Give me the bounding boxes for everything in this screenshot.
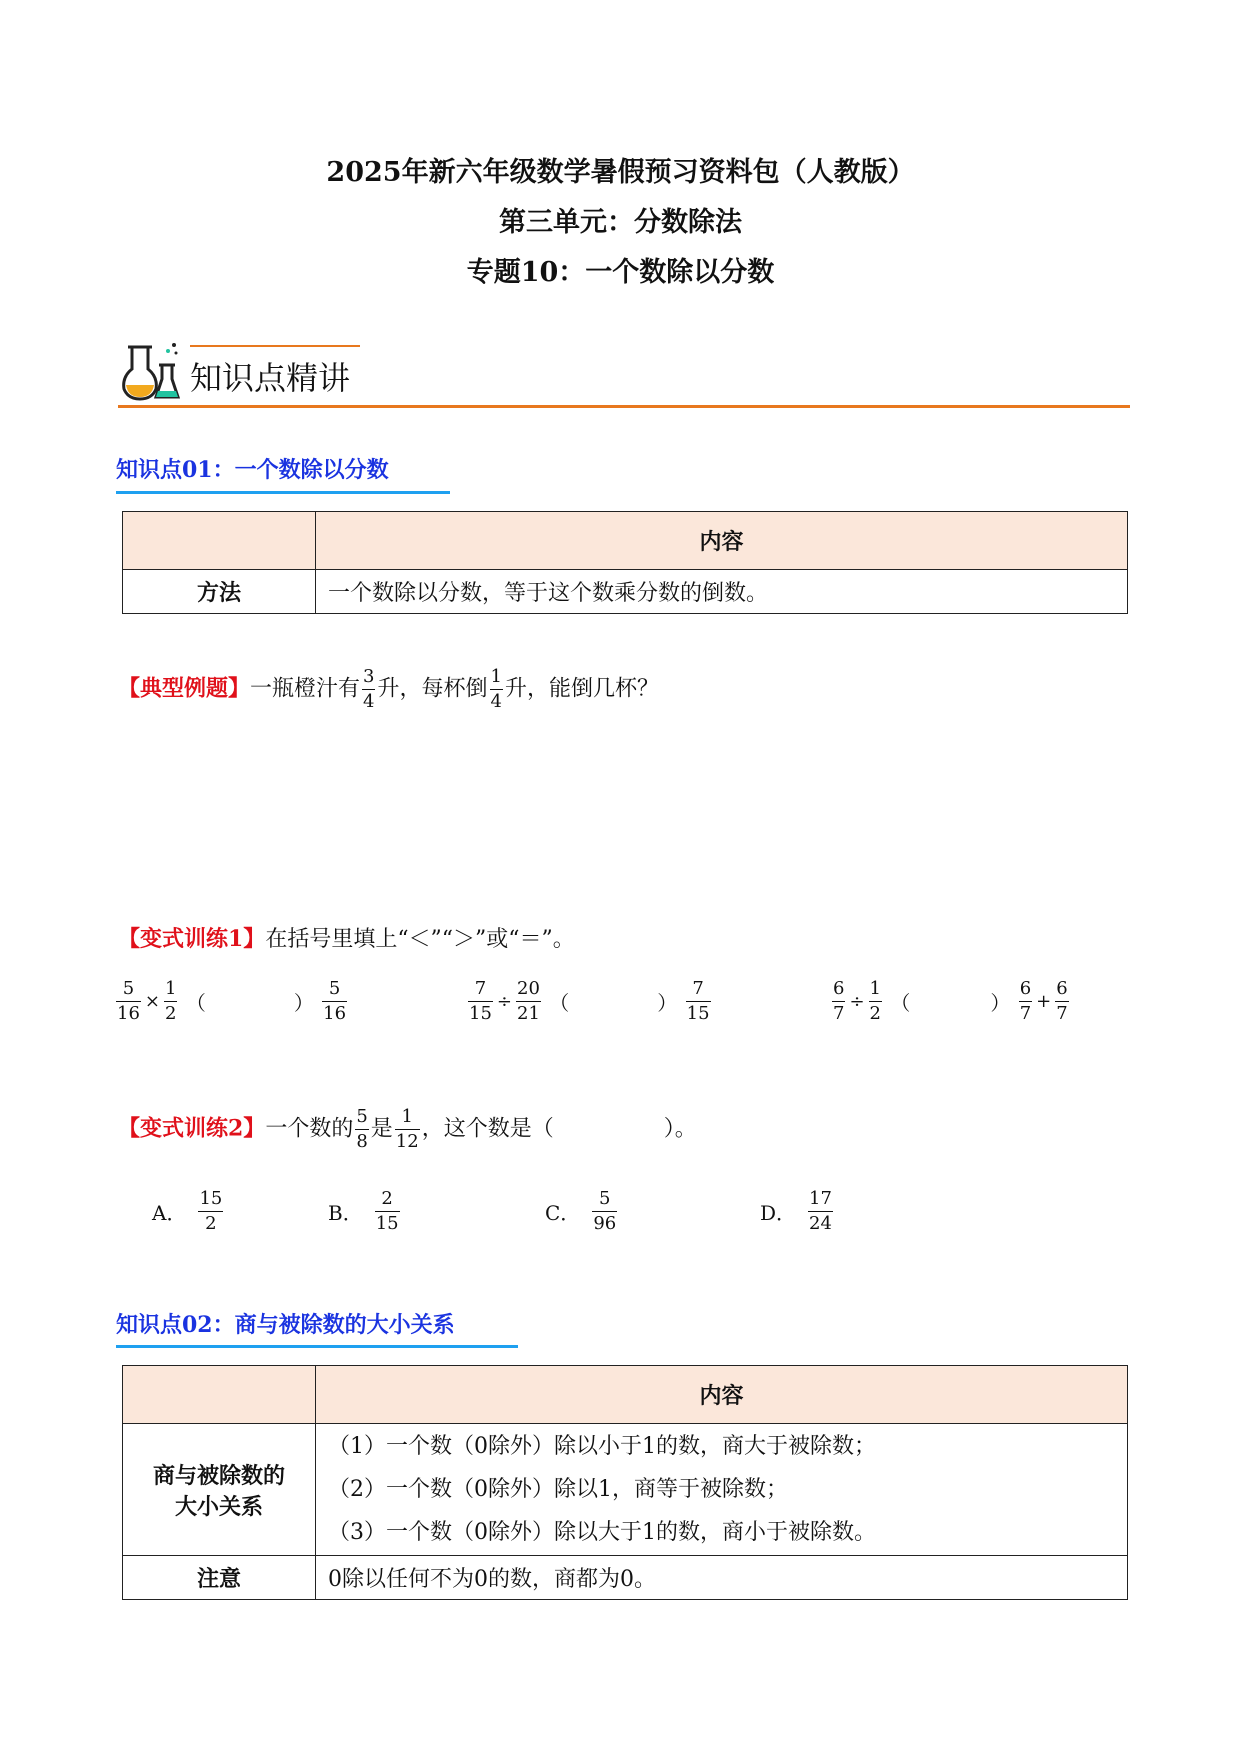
banner-title: 知识点精讲 — [190, 359, 351, 397]
unit-title: 第三单元：分数除法 — [499, 207, 742, 238]
option-b[interactable]: B． $\frac{2}{15}$ — [328, 1188, 399, 1234]
exercise2-question — [118, 1108, 697, 1151]
kp2-header-empty — [123, 1366, 316, 1424]
fraction: $\frac{3}{4}$ — [363, 666, 375, 712]
option-c[interactable]: C． $\frac{5}{96}$ — [545, 1188, 617, 1234]
flask-icon — [118, 339, 182, 403]
section-banner — [118, 335, 1130, 407]
example-text-3: 升，能倒几杯？ — [504, 676, 659, 702]
exercise2-text-2: 是 — [370, 1116, 393, 1142]
example-tag: 【典型例题】 — [118, 675, 251, 702]
exercise2-text-3: ，这个数是（ ）。 — [421, 1116, 697, 1142]
exercise1-text: 在括号里填上“＜”“＞”或“＝”。 — [265, 927, 575, 952]
banner-top-rule — [190, 345, 360, 347]
exercise1-prompt — [118, 922, 575, 953]
kp2-row1-label: 商与被除数的 大小关系 — [123, 1424, 316, 1556]
kp2-underline — [116, 1345, 518, 1348]
kp2-heading: 知识点02：商与被除数的大小关系 — [116, 1312, 455, 1338]
compare-item-1: $\frac{5}{16}$ × $\frac{1}{2}$ （ ） $\frac{5}{16}$ — [117, 978, 347, 1024]
rule-line-3: （3）一个数（0除外）除以大于1的数，商小于被除数。 — [328, 1520, 876, 1545]
example-text-1: 一瓶橙汁有 — [250, 676, 361, 702]
example-question — [118, 668, 659, 711]
document-title: 2025年新六年级数学暑假预习资料包（人教版） — [326, 157, 915, 188]
kp1-underline — [116, 491, 450, 494]
compare-item-3: $\frac{6}{7}$ ÷ $\frac{1}{2}$ （ ） $\frac{6}{7}$ + $\frac{6}{7}$ — [833, 978, 1068, 1024]
fraction: $\frac{1}{12}$ — [395, 1106, 419, 1152]
kp2-table — [122, 1365, 1128, 1600]
rule-line-1: （1）一个数（0除外）除以小于1的数，商大于被除数； — [328, 1434, 876, 1459]
exercise2-tag: 【变式训练2】 — [118, 1115, 266, 1142]
compare-item-2: $\frac{7}{15}$ ÷ $\frac{20}{21}$ （ ） $\frac{7}{15}$ — [469, 978, 710, 1024]
option-d[interactable]: D． $\frac{17}{24}$ — [760, 1188, 832, 1234]
exercise1-tag: 【变式训练1】 — [118, 926, 266, 952]
kp1-header-empty — [123, 512, 316, 570]
kp1-table — [122, 511, 1128, 614]
exercise2-text-1: 一个数的 — [265, 1116, 354, 1142]
option-a[interactable]: A． $\frac{15}{2}$ — [152, 1188, 223, 1234]
fraction: $\frac{1}{4}$ — [490, 666, 502, 712]
topic-title: 专题10：一个数除以分数 — [466, 257, 775, 288]
banner-bottom-rule — [118, 405, 1130, 408]
kp2-header-content: 内容 — [316, 1366, 1128, 1424]
kp1-row-label: 方法 — [123, 570, 316, 614]
fraction: $\frac{5}{8}$ — [356, 1106, 368, 1152]
kp2-row2-label: 注意 — [123, 1556, 316, 1600]
example-text-2: 升，每杯倒 — [377, 676, 488, 702]
kp1-row-content: 一个数除以分数，等于这个数乘分数的倒数。 — [316, 570, 1128, 614]
kp1-header-content: 内容 — [316, 512, 1128, 570]
kp1-heading: 知识点01：一个数除以分数 — [116, 457, 389, 483]
rule-line-2: （2）一个数（0除外）除以1，商等于被除数； — [328, 1477, 788, 1502]
kp2-row1-content — [316, 1424, 1128, 1556]
kp2-row2-content: 0除以任何不为0的数，商都为0。 — [316, 1556, 1128, 1600]
